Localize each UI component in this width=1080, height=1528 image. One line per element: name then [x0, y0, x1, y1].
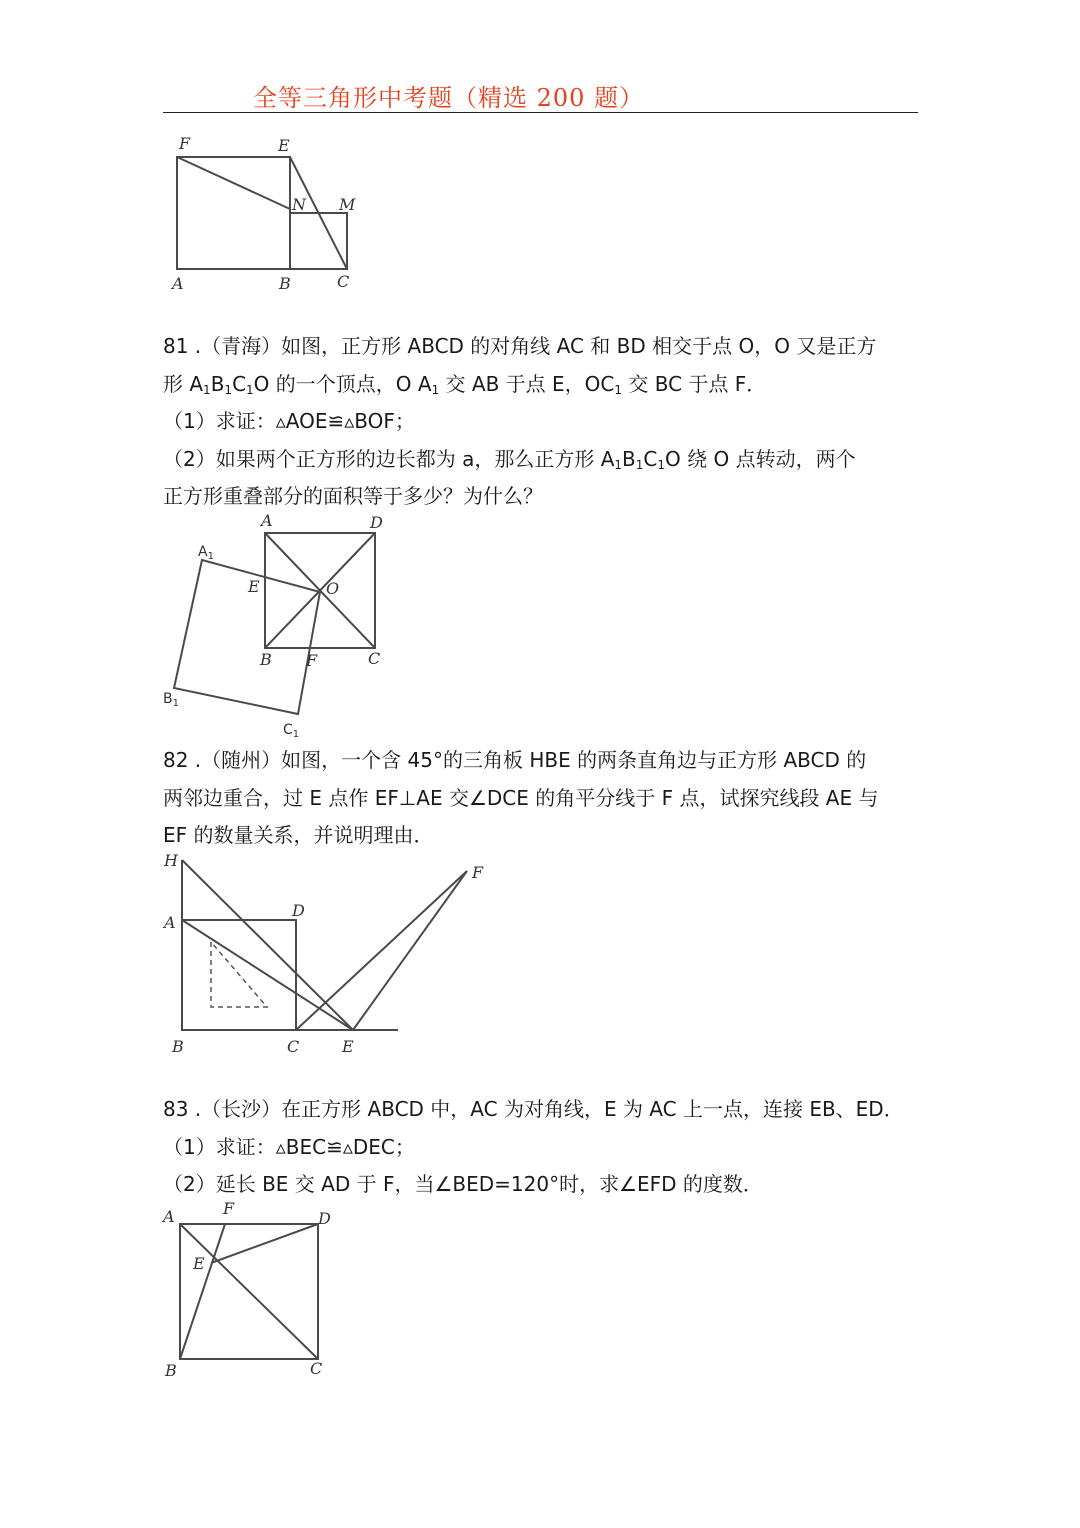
q82-line-3: EF 的数量关系，并说明理由． — [163, 823, 434, 847]
fig82-label-e: E — [342, 1037, 354, 1056]
q81-p2-b: B — [622, 446, 636, 471]
fig83-label-e: E — [193, 1254, 205, 1273]
fig82-line-he — [182, 860, 353, 1030]
fig83-line-bf — [180, 1224, 225, 1359]
q81-l2-c: C — [232, 371, 247, 396]
fig81-label-d: D — [370, 513, 383, 532]
fig81-label-c1-main: C — [283, 722, 293, 738]
fig80-label-m: M — [339, 195, 356, 214]
q81-l2-sub2: 1 — [224, 382, 233, 397]
q83-line-1: 83 .（长沙）在正方形 ABCD 中，AC 为对角线，E 为 AC 上一点，连接 EB、ED． — [163, 1097, 904, 1121]
question-82 — [163, 742, 923, 855]
fig81-label-b: B — [260, 650, 272, 669]
figure-82 — [160, 850, 500, 1060]
q81-line-1: 81 .（青海）如图，正方形 ABCD 的对角线 AC 和 BD 相交于点 O，O 又是正方 — [163, 334, 877, 358]
q82-source: 随州 — [221, 748, 262, 772]
fig83-label-b: B — [165, 1361, 177, 1380]
fig82-line-cf — [296, 871, 467, 1030]
fig81-label-b1-main: B — [163, 691, 173, 707]
fig82-label-a: A — [164, 913, 176, 932]
fig83-line-ed — [211, 1224, 318, 1263]
figure-80 — [163, 135, 363, 295]
q81-p2-a: （2）如果两个正方形的边长都为 a，那么正方形 A — [163, 446, 615, 471]
q82-line-2: 两邻边重合，过 E 点作 EF⊥AE 交∠DCE 的角平分线于 F 点，试探究线段 AE 与 — [163, 785, 879, 810]
question-81 — [163, 328, 923, 516]
fig82-dashed-triangle — [211, 942, 267, 1007]
fig83-label-d: D — [318, 1209, 331, 1228]
q83-number: 83 — [163, 1097, 189, 1121]
fig82-label-b: B — [172, 1037, 184, 1056]
q83-line-1-text: 在正方形 ABCD 中，AC 为对角线，E 为 AC 上一点，连接 EB、ED． — [281, 1097, 904, 1121]
q81-l2-a: 形 A — [163, 371, 204, 396]
q81-line-2 — [163, 366, 923, 404]
fig81-label-e: E — [248, 577, 260, 596]
fig83-diagonal-ac — [180, 1224, 318, 1359]
q81-source: 青海 — [221, 334, 262, 358]
fig80-label-n: N — [292, 195, 306, 214]
q81-l2-sub1: 1 — [203, 382, 211, 397]
fig80-label-a: A — [172, 274, 184, 293]
fig81-label-c1-sub: 1 — [292, 729, 300, 740]
fig82-line-ef — [353, 871, 467, 1030]
q83-source: 长沙 — [221, 1097, 262, 1121]
q83-part-2: （2）延长 BE 交 AD 于 F，当∠BED=120°时，求∠EFD 的度数． — [163, 1172, 763, 1196]
fig81-label-a1 — [198, 544, 214, 562]
fig81-label-a1-main: A — [198, 544, 208, 560]
q81-l2-d: O 的一个顶点，O A — [253, 371, 432, 396]
q82-line-1-text: 如图，一个含 45°的三角板 HBE 的两条直角边与正方形 ABCD 的 — [281, 748, 867, 772]
fig82-label-f: F — [472, 863, 484, 882]
q81-l2-sub5: 1 — [614, 382, 623, 397]
fig82-label-h: H — [164, 851, 178, 870]
q81-p2-sub3: 1 — [657, 457, 666, 472]
q81-l2-sub4: 1 — [431, 382, 440, 397]
fig81-label-o: O — [326, 579, 340, 598]
q81-part-2 — [163, 441, 923, 479]
fig80-label-b: B — [279, 274, 291, 293]
q81-number: 81 — [163, 334, 189, 358]
fig80-line-fn — [177, 157, 290, 209]
fig82-label-c: C — [287, 1037, 300, 1056]
q81-line-5: 正方形重叠部分的面积等于多少？为什么？ — [163, 484, 543, 508]
fig81-label-a: A — [261, 511, 273, 530]
fig83-label-c: C — [310, 1359, 323, 1378]
fig83-label-a: A — [163, 1207, 175, 1226]
fig80-label-f: F — [179, 134, 191, 153]
fig81-label-f: F — [306, 651, 318, 670]
fig80-large-rect — [177, 157, 290, 269]
fig80-small-rect — [290, 213, 347, 269]
q81-l2-e: 交 AB 于点 E，OC — [439, 371, 615, 396]
q82-number: 82 — [163, 748, 189, 772]
q81-p2-c: C — [643, 446, 658, 471]
fig81-label-c1 — [283, 722, 299, 740]
fig80-label-e: E — [278, 136, 290, 155]
q81-p2-sub1: 1 — [614, 457, 623, 472]
fig81-label-a1-sub: 1 — [207, 551, 214, 562]
page-header-title: 全等三角形中考题（精选 200 题） — [253, 84, 645, 112]
fig83-label-f: F — [223, 1199, 235, 1218]
header-divider — [163, 112, 918, 113]
q81-line-1-text: 如图，正方形 ABCD 的对角线 AC 和 BD 相交于点 O，O 又是正方 — [281, 334, 877, 358]
q81-l2-sub3: 1 — [246, 382, 254, 397]
fig80-label-c: C — [337, 272, 350, 291]
fig81-label-b1 — [163, 691, 179, 709]
fig81-label-c: C — [368, 649, 381, 668]
figure-81 — [160, 512, 420, 742]
q81-p2-d: O 绕 O 点转动，两个 — [665, 446, 856, 471]
q81-l2-b: B — [210, 371, 225, 396]
fig81-square-a1b1c1o — [174, 560, 320, 714]
q82-line-1: 82 .（随州）如图，一个含 45°的三角板 HBE 的两条直角边与正方形 ABCD 的 — [163, 748, 867, 772]
q81-l2-f: 交 BC 于点 F． — [622, 371, 767, 396]
fig82-label-d: D — [292, 901, 305, 920]
q81-p2-sub2: 1 — [635, 457, 644, 472]
fig82-line-ae — [182, 920, 353, 1030]
question-83 — [163, 1091, 923, 1204]
figure-83 — [160, 1200, 360, 1380]
q83-part-1: （1）求证：▵BEC≌▵DEC； — [163, 1134, 415, 1159]
q81-part-1: （1）求证：▵AOE≌▵BOF； — [163, 409, 415, 433]
fig81-label-b1-sub: 1 — [172, 698, 179, 709]
